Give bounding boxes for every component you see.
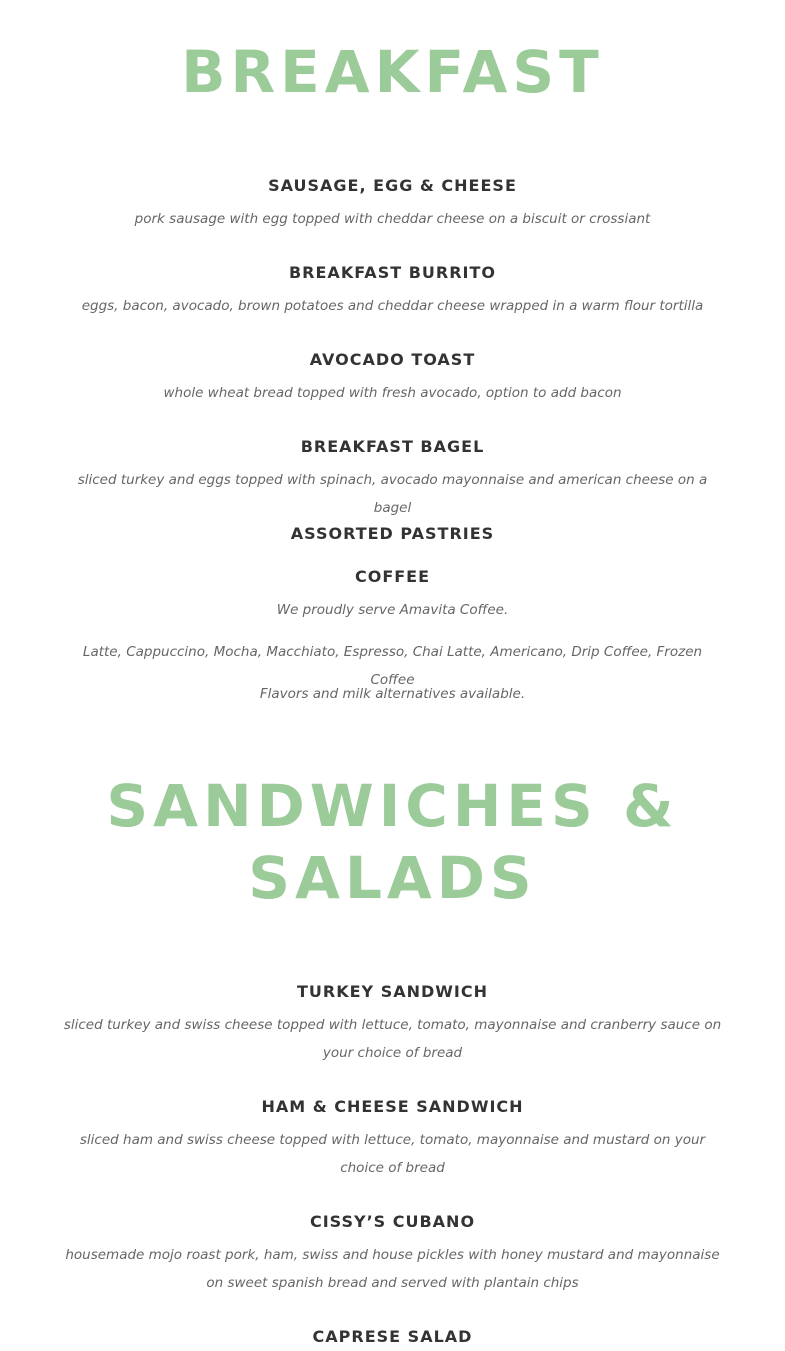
menu-item-name: TURKEY SANDWICH <box>296 982 489 1001</box>
menu-item-name: CISSY’S CUBANO <box>309 1212 476 1231</box>
menu-item-name: BREAKFAST BURRITO <box>288 263 496 282</box>
section-title-line: SANDWICHES & <box>106 772 679 840</box>
menu-item-description: whole wheat bread topped with fresh avocado, option to add bacon <box>163 385 622 401</box>
menu-item-name: ASSORTED PASTRIES <box>290 524 495 543</box>
menu-item-name: CAPRESE SALAD <box>312 1327 473 1346</box>
breakfast-section-title: BREAKFAST <box>181 38 604 106</box>
menu-item-description: eggs, bacon, avocado, brown potatoes and cheddar cheese wrapped in a warm flour tortilla <box>81 298 704 314</box>
sandwiches-section-title <box>0 770 785 914</box>
menu-item-name: SAUSAGE, EGG & CHEESE <box>268 176 517 195</box>
section-title-line: SALADS <box>248 844 537 912</box>
menu-item-name: COFFEE <box>354 567 431 586</box>
menu-item-name: HAM & CHEESE SANDWICH <box>261 1097 524 1116</box>
coffee-drinks-list: Latte, Cappuccino, Mocha, Macchiato, Espresso, Chai Latte, Americano, Drip Coffee, Frozen Coffee <box>82 644 703 688</box>
menu-item-description: sliced ham and swiss cheese topped with lettuce, tomato, mayonnaise and mustard on your choice of bread <box>79 1132 706 1176</box>
coffee-intro-text: We proudly serve Amavita Coffee. <box>276 602 509 618</box>
coffee-options-text: Flavors and milk alternatives available. <box>259 686 526 702</box>
menu-item-description: sliced turkey and swiss cheese topped with lettuce, tomato, mayonnaise and cranberry sauce on your choice of bread <box>63 1017 722 1061</box>
menu-item-description: housemade mojo roast pork, ham, swiss and house pickles with honey mustard and mayonnaise on sweet spanish bread and served with plantain chips <box>65 1247 720 1291</box>
menu-item-name: BREAKFAST BAGEL <box>300 437 485 456</box>
menu-item-description: pork sausage with egg topped with cheddar cheese on a biscuit or crossiant <box>134 211 651 227</box>
menu-item-description: sliced turkey and eggs topped with spinach, avocado mayonnaise and american cheese on a bagel <box>77 472 708 516</box>
menu-item-name: AVOCADO TOAST <box>309 350 476 369</box>
